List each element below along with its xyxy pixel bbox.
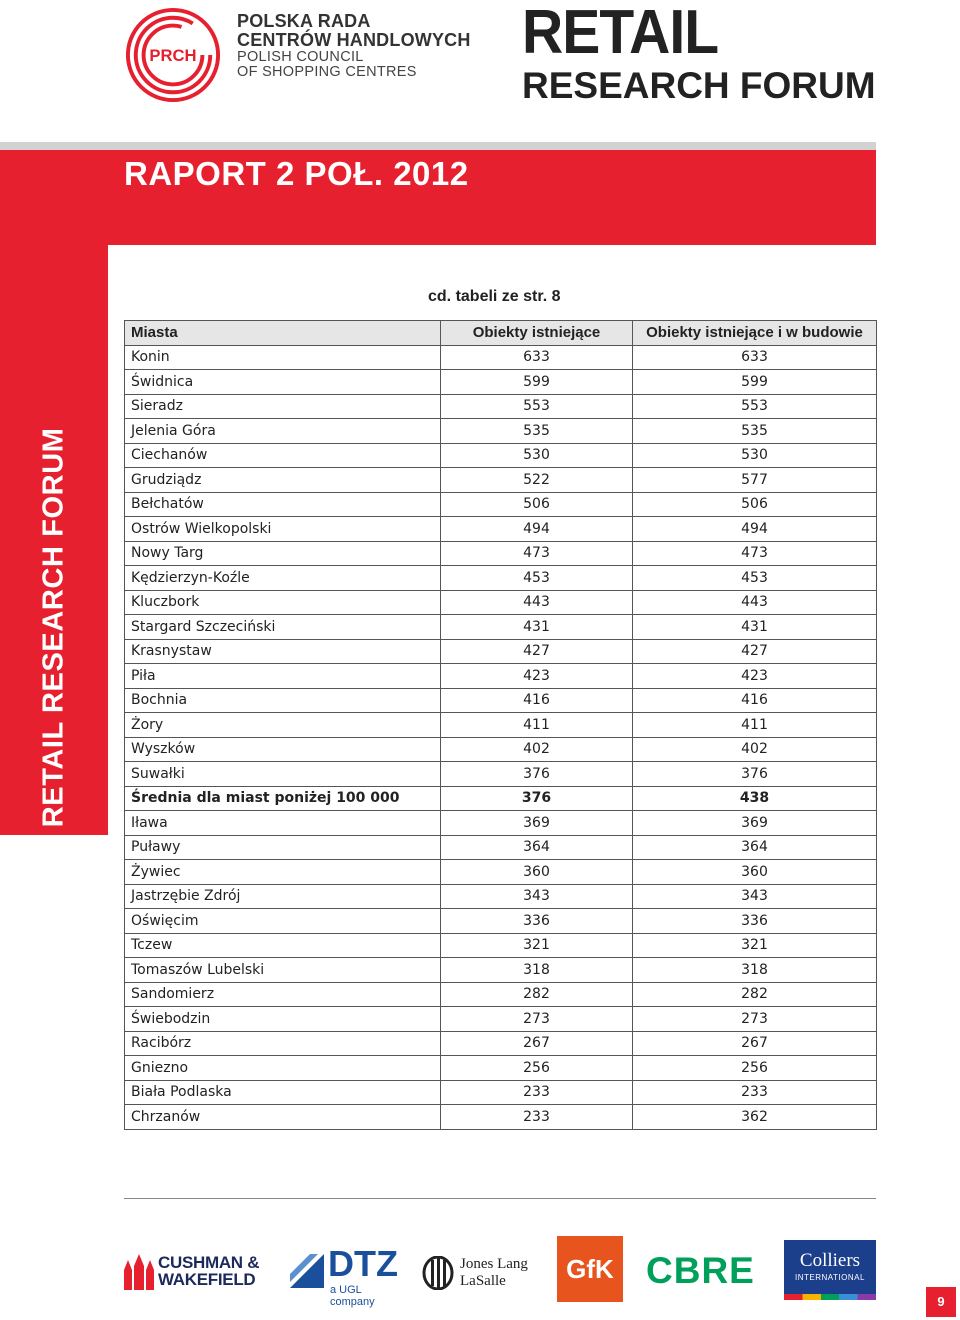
cell-city: Jastrzębie Zdrój bbox=[125, 884, 441, 909]
table-row bbox=[125, 443, 877, 468]
table-row bbox=[125, 590, 877, 615]
table-row bbox=[125, 345, 877, 370]
cell-with-construction: 438 bbox=[633, 786, 877, 811]
table-row bbox=[125, 982, 877, 1007]
table-row bbox=[125, 884, 877, 909]
colliers-wordmark: Colliers bbox=[799, 1250, 861, 1271]
table-row bbox=[125, 468, 877, 493]
cell-with-construction: 553 bbox=[633, 394, 877, 419]
cell-existing: 364 bbox=[441, 835, 633, 860]
cell-with-construction: 321 bbox=[633, 933, 877, 958]
cell-city: Świebodzin bbox=[125, 1007, 441, 1032]
table-row bbox=[125, 639, 877, 664]
cell-city: Iława bbox=[125, 811, 441, 836]
table-row bbox=[125, 615, 877, 640]
cbre-logo bbox=[646, 1250, 762, 1292]
cell-with-construction: 267 bbox=[633, 1031, 877, 1056]
cushman-line2: WAKEFIELD bbox=[158, 1270, 256, 1289]
cell-city: Sandomierz bbox=[125, 982, 441, 1007]
table-row bbox=[125, 492, 877, 517]
cell-existing: 256 bbox=[441, 1056, 633, 1081]
jll-line1: Jones Lang bbox=[460, 1256, 528, 1272]
cell-city: Żywiec bbox=[125, 860, 441, 885]
cell-with-construction: 423 bbox=[633, 664, 877, 689]
gfk-wordmark: GfK bbox=[566, 1254, 614, 1284]
cell-with-construction: 362 bbox=[633, 1105, 877, 1130]
jll-line2: LaSalle bbox=[460, 1273, 506, 1289]
cell-city: Ostrów Wielkopolski bbox=[125, 517, 441, 542]
dtz-emblem-icon bbox=[290, 1254, 324, 1288]
forum-title-line2: RESEARCH FORUM bbox=[522, 65, 876, 106]
cell-city: Grudziądz bbox=[125, 468, 441, 493]
cell-with-construction: 364 bbox=[633, 835, 877, 860]
table-row bbox=[125, 835, 877, 860]
cell-existing: 423 bbox=[441, 664, 633, 689]
table-row bbox=[125, 541, 877, 566]
cell-existing: 553 bbox=[441, 394, 633, 419]
cell-with-construction: 599 bbox=[633, 370, 877, 395]
table-row bbox=[125, 811, 877, 836]
cell-existing: 427 bbox=[441, 639, 633, 664]
cell-city: Tomaszów Lubelski bbox=[125, 958, 441, 983]
cell-with-construction: 411 bbox=[633, 713, 877, 738]
cell-with-construction: 494 bbox=[633, 517, 877, 542]
forum-title-line1: RETAIL bbox=[522, 0, 719, 67]
cell-with-construction: 318 bbox=[633, 958, 877, 983]
cell-city: Kluczbork bbox=[125, 590, 441, 615]
cell-city: Stargard Szczeciński bbox=[125, 615, 441, 640]
table-row bbox=[125, 566, 877, 591]
prch-logo bbox=[124, 6, 222, 104]
jll-emblem-icon bbox=[422, 1256, 454, 1290]
cell-city: Racibórz bbox=[125, 1031, 441, 1056]
cell-city: Ciechanów bbox=[125, 443, 441, 468]
cell-existing: 282 bbox=[441, 982, 633, 1007]
cell-city: Puławy bbox=[125, 835, 441, 860]
cell-city: Piła bbox=[125, 664, 441, 689]
cell-with-construction: 360 bbox=[633, 860, 877, 885]
cell-city: Chrzanów bbox=[125, 1105, 441, 1130]
dtz-logo bbox=[290, 1243, 405, 1308]
report-title: RAPORT 2 POŁ. 2012 bbox=[124, 155, 469, 192]
cell-existing: 318 bbox=[441, 958, 633, 983]
cushman-line1: CUSHMAN & bbox=[158, 1253, 260, 1272]
table-row bbox=[125, 370, 877, 395]
cell-existing: 443 bbox=[441, 590, 633, 615]
cbre-wordmark: CBRE bbox=[646, 1250, 755, 1291]
cell-city: Żory bbox=[125, 713, 441, 738]
table-row bbox=[125, 909, 877, 934]
column-header-existing: Obiekty istniejące bbox=[441, 321, 633, 346]
cell-existing: 599 bbox=[441, 370, 633, 395]
cell-existing: 506 bbox=[441, 492, 633, 517]
cell-city: Biała Podlaska bbox=[125, 1080, 441, 1105]
cushman-wakefield-emblem-icon bbox=[122, 1252, 156, 1292]
cell-city: Kędzierzyn-Koźle bbox=[125, 566, 441, 591]
cell-with-construction: 336 bbox=[633, 909, 877, 934]
cell-city: Nowy Targ bbox=[125, 541, 441, 566]
cell-city: Świdnica bbox=[125, 370, 441, 395]
cell-city: Bochnia bbox=[125, 688, 441, 713]
org-name-en-line1: POLISH COUNCIL bbox=[237, 48, 364, 65]
header-divider bbox=[0, 142, 876, 150]
cell-city: Konin bbox=[125, 345, 441, 370]
report-title-band bbox=[108, 150, 876, 245]
cell-with-construction: 416 bbox=[633, 688, 877, 713]
table-row bbox=[125, 737, 877, 762]
table-header-row bbox=[125, 321, 877, 346]
cell-with-construction: 376 bbox=[633, 762, 877, 787]
cell-city: Średnia dla miast poniżej 100 000 bbox=[125, 786, 441, 811]
table-row bbox=[125, 713, 877, 738]
table-row bbox=[125, 419, 877, 444]
cell-with-construction: 431 bbox=[633, 615, 877, 640]
cell-with-construction: 535 bbox=[633, 419, 877, 444]
sponsor-logos bbox=[120, 1236, 880, 1306]
column-header-cities: Miasta bbox=[125, 321, 441, 346]
cushman-wakefield-logo bbox=[122, 1250, 272, 1296]
page-number: 9 bbox=[926, 1287, 956, 1317]
cell-with-construction: 282 bbox=[633, 982, 877, 1007]
org-name-pl-line1: POLSKA RADA bbox=[237, 11, 371, 31]
table-row bbox=[125, 762, 877, 787]
table-row bbox=[125, 664, 877, 689]
cell-existing: 494 bbox=[441, 517, 633, 542]
cell-existing: 273 bbox=[441, 1007, 633, 1032]
colliers-color-stripe bbox=[784, 1294, 876, 1300]
org-name-en-line2: OF SHOPPING CENTRES bbox=[237, 64, 417, 80]
cell-with-construction: 343 bbox=[633, 884, 877, 909]
cell-existing: 321 bbox=[441, 933, 633, 958]
table-row bbox=[125, 1007, 877, 1032]
cell-existing: 522 bbox=[441, 468, 633, 493]
cell-with-construction: 443 bbox=[633, 590, 877, 615]
cell-existing: 431 bbox=[441, 615, 633, 640]
cell-existing: 411 bbox=[441, 713, 633, 738]
side-banner-text: PRCH RETAIL RESEARCH FORUM bbox=[37, 427, 70, 921]
gfk-logo bbox=[557, 1236, 623, 1302]
cell-existing: 343 bbox=[441, 884, 633, 909]
cell-city: Tczew bbox=[125, 933, 441, 958]
cell-existing: 473 bbox=[441, 541, 633, 566]
colliers-logo bbox=[784, 1240, 876, 1300]
table-row bbox=[125, 1105, 877, 1130]
footer-divider bbox=[124, 1198, 876, 1199]
cell-with-construction: 577 bbox=[633, 468, 877, 493]
table-row bbox=[125, 1056, 877, 1081]
cell-existing: 233 bbox=[441, 1080, 633, 1105]
side-banner bbox=[0, 150, 108, 921]
cell-with-construction: 506 bbox=[633, 492, 877, 517]
table-row bbox=[125, 1031, 877, 1056]
cell-existing: 416 bbox=[441, 688, 633, 713]
organization-name bbox=[237, 12, 471, 80]
cell-existing: 453 bbox=[441, 566, 633, 591]
jll-logo bbox=[422, 1250, 542, 1296]
cell-existing: 633 bbox=[441, 345, 633, 370]
cell-existing: 369 bbox=[441, 811, 633, 836]
cell-with-construction: 427 bbox=[633, 639, 877, 664]
table-row bbox=[125, 933, 877, 958]
cell-with-construction: 369 bbox=[633, 811, 877, 836]
cell-existing: 233 bbox=[441, 1105, 633, 1130]
table-row bbox=[125, 1080, 877, 1105]
table-row bbox=[125, 517, 877, 542]
cell-city: Jelenia Góra bbox=[125, 419, 441, 444]
cell-existing: 535 bbox=[441, 419, 633, 444]
cell-city: Gniezno bbox=[125, 1056, 441, 1081]
cell-existing: 360 bbox=[441, 860, 633, 885]
cell-existing: 530 bbox=[441, 443, 633, 468]
cell-with-construction: 256 bbox=[633, 1056, 877, 1081]
org-name-pl-line2: CENTRÓW HANDLOWYCH bbox=[237, 29, 471, 50]
dtz-tagline: a UGL company bbox=[330, 1284, 375, 1308]
cell-existing: 267 bbox=[441, 1031, 633, 1056]
cell-with-construction: 473 bbox=[633, 541, 877, 566]
cell-city: Bełchatów bbox=[125, 492, 441, 517]
cell-with-construction: 453 bbox=[633, 566, 877, 591]
cell-existing: 336 bbox=[441, 909, 633, 934]
cell-with-construction: 273 bbox=[633, 1007, 877, 1032]
table-row bbox=[125, 958, 877, 983]
cell-with-construction: 633 bbox=[633, 345, 877, 370]
table-row bbox=[125, 786, 877, 811]
cell-existing: 402 bbox=[441, 737, 633, 762]
cell-city: Sieradz bbox=[125, 394, 441, 419]
table-row bbox=[125, 860, 877, 885]
cell-with-construction: 402 bbox=[633, 737, 877, 762]
colliers-tagline: INTERNATIONAL bbox=[795, 1273, 865, 1282]
cell-existing: 376 bbox=[441, 762, 633, 787]
cell-city: Suwałki bbox=[125, 762, 441, 787]
dtz-wordmark: DTZ bbox=[328, 1243, 398, 1284]
cities-table bbox=[124, 320, 877, 1130]
cell-with-construction: 233 bbox=[633, 1080, 877, 1105]
table-caption: cd. tabeli ze str. 8 bbox=[428, 288, 561, 305]
retail-research-forum-title bbox=[522, 2, 876, 104]
table-row bbox=[125, 394, 877, 419]
cell-with-construction: 530 bbox=[633, 443, 877, 468]
cell-city: Krasnystaw bbox=[125, 639, 441, 664]
cell-city: Oświęcim bbox=[125, 909, 441, 934]
column-header-with-construction: Obiekty istniejące i w budowie bbox=[633, 321, 877, 346]
cell-city: Wyszków bbox=[125, 737, 441, 762]
prch-logo-text: PRCH bbox=[149, 45, 197, 65]
cell-existing: 376 bbox=[441, 786, 633, 811]
table-row bbox=[125, 688, 877, 713]
